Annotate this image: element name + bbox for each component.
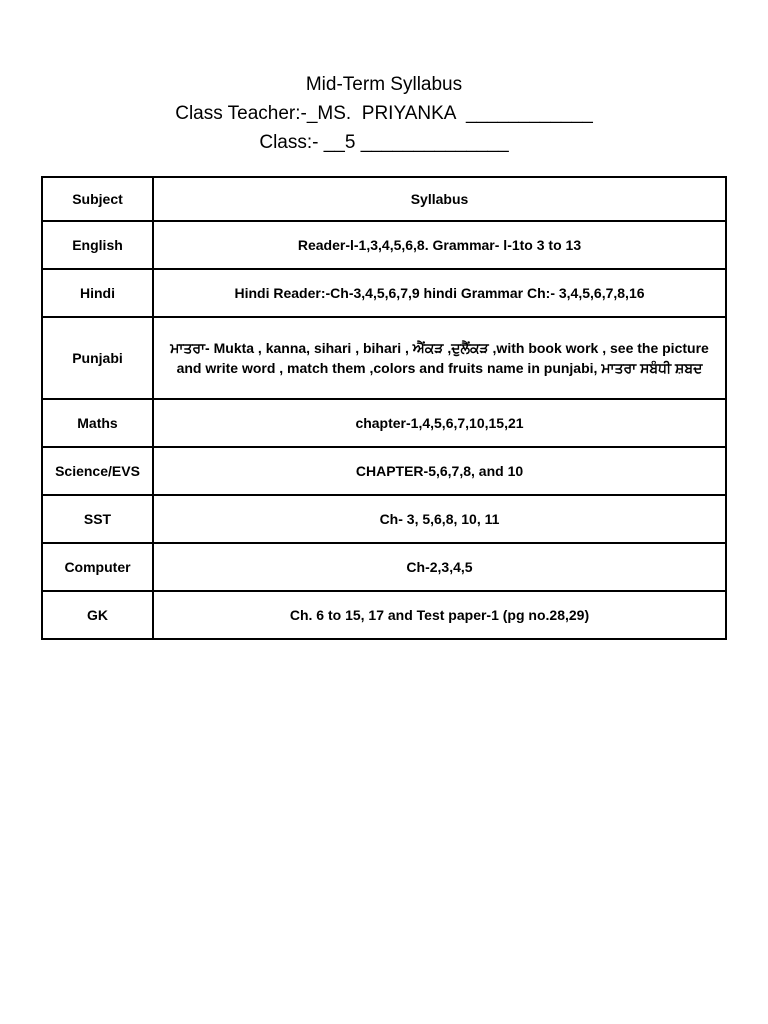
subject-cell: SST [42,495,153,543]
table-row-sst [42,495,726,543]
table-row-english [42,221,726,269]
syllabus-cell: ਮਾਤਰਾ- Mukta , kanna, sihari , bihari , ਐਂਕੜ ,ਦੁਲੈਂਕੜ ,with book work , see the picture and write word , match them ,colors and fruits name in punjabi, ਮਾਤਰਾ ਸਬੰਧੀ ਸ਼ਬਦ [153,317,726,399]
subject-cell: Computer [42,543,153,591]
table-row-hindi [42,269,726,317]
table-row-punjabi [42,317,726,399]
table-header-row [42,177,726,221]
syllabus-cell: Ch- 3, 5,6,8, 10, 11 [153,495,726,543]
table-row-maths [42,399,726,447]
class-teacher-line: Class Teacher:-_MS. PRIYANKA ____________ [175,103,593,124]
table-row-computer [42,543,726,591]
subject-cell: Hindi [42,269,153,317]
subject-cell: Maths [42,399,153,447]
syllabus-cell: Reader-l-1,3,4,5,6,8. Grammar- l-1to 3 to 13 [153,221,726,269]
table-row-science-evs [42,447,726,495]
syllabus-column-header: Syllabus [153,177,726,221]
syllabus-cell: Ch-2,3,4,5 [153,543,726,591]
class-line: Class:- __5 ______________ [259,132,509,153]
syllabus-cell: chapter-1,4,5,6,7,10,15,21 [153,399,726,447]
document-header [0,70,768,157]
subject-cell: Science/EVS [42,447,153,495]
subject-column-header: Subject [42,177,153,221]
subject-cell: English [42,221,153,269]
syllabus-cell: Hindi Reader:-Ch-3,4,5,6,7,9 hindi Grammar Ch:- 3,4,5,6,7,8,16 [153,269,726,317]
table-row-gk [42,591,726,639]
subject-cell: GK [42,591,153,639]
document-title: Mid-Term Syllabus [305,74,463,95]
syllabus-cell: Ch. 6 to 15, 17 and Test paper-1 (pg no.28,29) [153,591,726,639]
syllabus-cell: CHAPTER-5,6,7,8, and 10 [153,447,726,495]
subject-cell: Punjabi [42,317,153,399]
syllabus-table [41,176,727,640]
